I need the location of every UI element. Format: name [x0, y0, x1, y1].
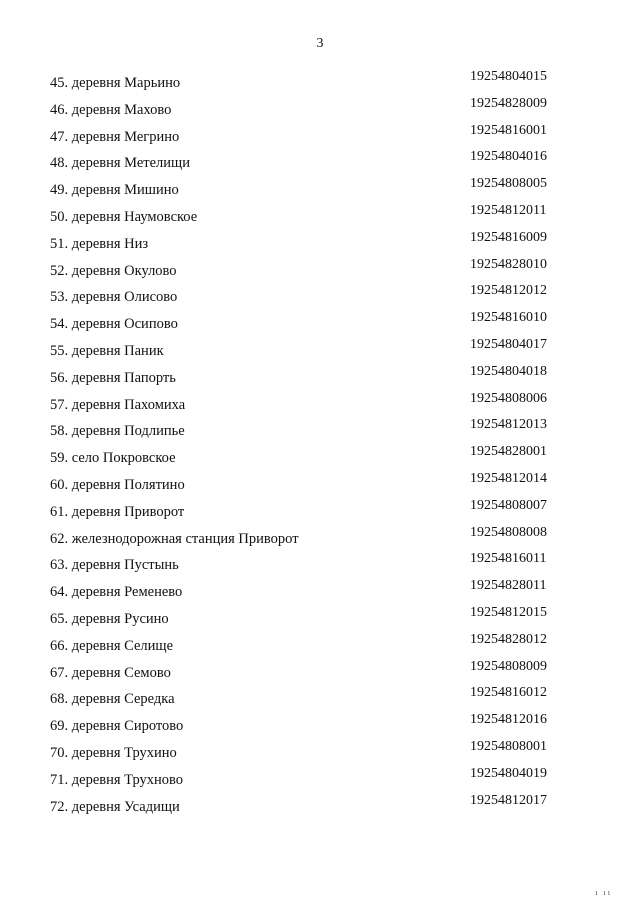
settlement-name: 63. деревня Пустынь	[50, 557, 179, 574]
settlement-code: 19254812011	[470, 202, 547, 218]
settlement-name: 56. деревня Папорть	[50, 369, 176, 386]
settlement-name: 55. деревня Паник	[50, 342, 164, 359]
settlement-name: 66. деревня Селище	[50, 637, 174, 654]
settlement-code: 19254808007	[470, 497, 547, 513]
settlement-name: 59. село Покровское	[50, 450, 176, 467]
settlement-code: 19254812015	[470, 604, 547, 620]
settlement-code: 19254808001	[470, 738, 547, 754]
settlement-name: 49. деревня Мишино	[50, 182, 179, 199]
settlement-name: 58. деревня Подлипье	[50, 423, 185, 440]
settlement-name: 67. деревня Семово	[50, 664, 171, 681]
settlement-name: 47. деревня Мегрино	[50, 128, 180, 145]
settlement-name: 57. деревня Пахомиха	[50, 396, 186, 413]
settlement-code: 19254812014	[470, 470, 547, 486]
settlement-name: 53. деревня Олисово	[50, 289, 178, 306]
settlement-code: 19254812013	[470, 417, 547, 433]
settlement-name: 69. деревня Сиротово	[50, 718, 184, 735]
settlement-code: 19254816009	[470, 229, 547, 245]
settlement-name: 65. деревня Русино	[50, 610, 169, 627]
settlement-name: 70. деревня Трухино	[50, 744, 177, 761]
list-item	[0, 794, 640, 821]
settlement-code: 19254828011	[470, 578, 547, 594]
settlement-code: 19254804018	[470, 363, 547, 379]
settlement-code: 19254804016	[470, 149, 547, 165]
settlement-code: 19254812012	[470, 283, 547, 299]
settlement-name: 72. деревня Усадищи	[50, 798, 180, 815]
settlement-name: 68. деревня Середка	[50, 691, 175, 708]
settlement-name: 60. деревня Полятино	[50, 476, 185, 493]
settlement-name: 64. деревня Ременево	[50, 584, 183, 601]
settlement-code: 19254828001	[470, 444, 547, 460]
settlement-code: 19254804017	[470, 336, 547, 352]
settlement-name: 54. деревня Осипово	[50, 316, 178, 333]
settlement-name: 52. деревня Окулово	[50, 262, 177, 279]
settlement-code: 19254816011	[470, 551, 547, 567]
page-number: 3	[316, 36, 324, 51]
settlement-code: 19254808008	[470, 524, 547, 540]
settlement-name: 61. деревня Приворот	[50, 503, 185, 520]
settlement-name: 51. деревня Низ	[50, 235, 149, 252]
settlement-name: 62. железнодорожная станция Приворот	[50, 530, 299, 547]
settlement-name: 48. деревня Метелищи	[50, 155, 190, 172]
settlement-code: 19254808005	[470, 176, 547, 192]
settlement-code: 19254804019	[470, 765, 547, 781]
settlement-code: 19254828012	[470, 631, 547, 647]
settlement-code: 19254812016	[470, 712, 547, 728]
settlement-list	[0, 70, 640, 820]
settlement-code: 19254828009	[470, 95, 547, 111]
settlement-code: 19254816012	[470, 685, 547, 701]
settlement-name: 46. деревня Махово	[50, 101, 172, 118]
settlement-code: 19254828010	[470, 256, 547, 272]
settlement-code: 19254808006	[470, 390, 547, 406]
settlement-code: 19254816010	[470, 310, 547, 326]
settlement-code: 19254812017	[470, 792, 547, 808]
settlement-name: 71. деревня Трухново	[50, 771, 184, 788]
settlement-name: 50. деревня Наумовское	[50, 208, 198, 225]
settlement-name: 45. деревня Марьино	[50, 75, 181, 91]
settlement-code: 19254816001	[470, 122, 547, 138]
settlement-code: 19254808009	[470, 658, 547, 674]
settlement-code: 19254804015	[470, 69, 547, 84]
scan-corner-mark: ı ıı	[595, 888, 612, 897]
